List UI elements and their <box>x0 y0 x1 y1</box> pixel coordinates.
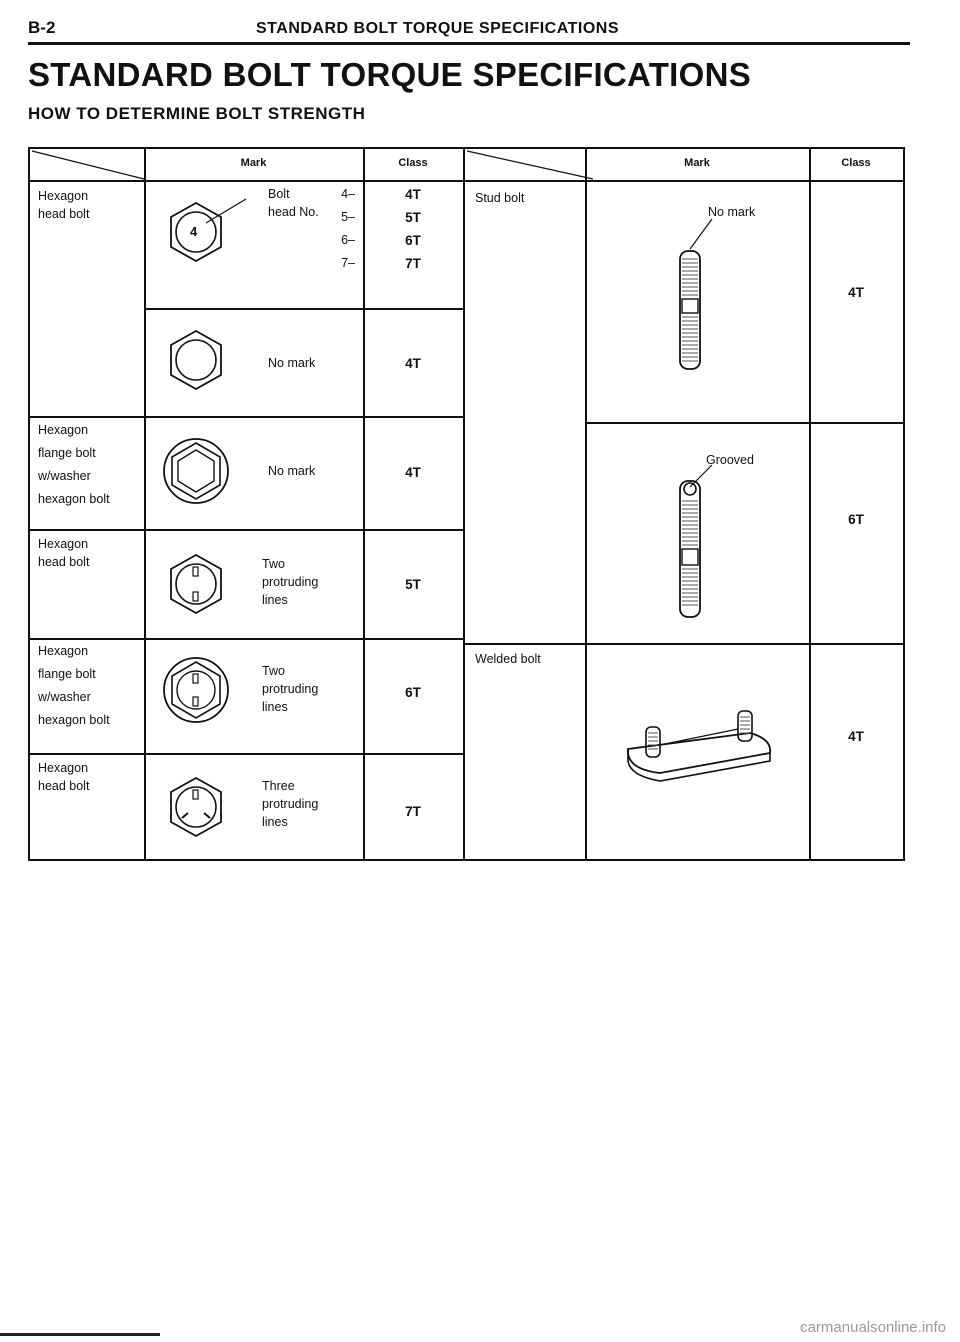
class-value: 4T <box>848 285 864 300</box>
class-value: 6T <box>405 233 421 248</box>
class-value: 5T <box>405 577 421 592</box>
table-divider <box>463 149 465 859</box>
mark-label: Bolt head No. <box>268 187 319 219</box>
header-mark: Mark <box>684 157 710 169</box>
stud-bolt-grooved-icon <box>670 461 720 621</box>
mark-label: Two protruding lines <box>262 664 319 714</box>
bolt-strength-table <box>28 147 905 861</box>
mark-label: No mark <box>268 464 316 478</box>
header-class: Class <box>398 157 428 169</box>
header-diagonal <box>465 149 593 181</box>
header-class: Class <box>841 157 871 169</box>
page-number: B-2 <box>28 18 56 37</box>
head-number: 4– <box>341 187 355 201</box>
watermark-text: carmanualsonline.info <box>800 1319 946 1336</box>
mark-label: Three protruding lines <box>262 779 319 829</box>
grid-line <box>585 149 587 859</box>
class-value: 5T <box>405 210 421 225</box>
hexagon-head-plain-icon <box>168 329 224 391</box>
hexagon-two-lines-icon <box>168 553 224 615</box>
bolt-type-label: Hexagon flange bolt w/washer hexagon bolt <box>38 644 110 727</box>
grid-line <box>465 180 903 182</box>
class-value: 4T <box>848 729 864 744</box>
page-title: STANDARD BOLT TORQUE SPECIFICATIONS <box>28 56 752 93</box>
grid-line <box>465 643 903 645</box>
stud-bolt-plain-icon <box>670 215 720 375</box>
grid-line <box>144 308 463 310</box>
bolt-type-label: Hexagon head bolt <box>38 761 90 793</box>
mark-label: No mark <box>708 205 756 219</box>
class-value: 6T <box>848 512 864 527</box>
welded-bolt-icon <box>620 705 790 785</box>
hexagon-three-lines-icon <box>168 776 224 838</box>
bolt-type-label: Welded bolt <box>475 652 541 666</box>
class-value: 7T <box>405 804 421 819</box>
class-value: 7T <box>405 256 421 271</box>
header-diagonal <box>30 149 144 181</box>
grid-line <box>30 180 463 182</box>
class-value: 6T <box>405 685 421 700</box>
header-rule <box>28 42 910 45</box>
class-value: 4T <box>405 187 421 202</box>
bolt-type-label: Hexagon head bolt <box>38 537 90 569</box>
class-value: 4T <box>405 465 421 480</box>
mark-label: No mark <box>268 356 316 370</box>
grid-line <box>30 529 463 531</box>
head-number: 7– <box>341 256 355 270</box>
bolt-type-label: Stud bolt <box>475 191 525 205</box>
flange-two-lines-icon <box>162 656 230 724</box>
grid-line <box>585 422 903 424</box>
head-number: 6– <box>341 233 355 247</box>
footer-rule <box>0 1333 160 1336</box>
mark-label: Two protruding lines <box>262 557 319 607</box>
section-subtitle: HOW TO DETERMINE BOLT STRENGTH <box>28 104 366 123</box>
running-title: STANDARD BOLT TORQUE SPECIFICATIONS <box>256 20 619 37</box>
grid-line <box>809 149 811 859</box>
grid-line <box>30 416 463 418</box>
mark-label: Grooved <box>706 453 754 467</box>
hexagon-flange-icon <box>162 437 230 505</box>
header-mark: Mark <box>240 157 267 169</box>
grid-line <box>30 753 463 755</box>
class-list <box>393 183 433 275</box>
bolt-type-label: Hexagon flange bolt w/washer hexagon bolt <box>38 423 110 506</box>
bolt-type-label: Hexagon head bolt <box>38 189 90 221</box>
head-number: 5– <box>341 210 355 224</box>
hexagon-digit: 4 <box>190 224 198 239</box>
head-number-list <box>325 183 355 275</box>
class-value: 4T <box>405 356 421 371</box>
